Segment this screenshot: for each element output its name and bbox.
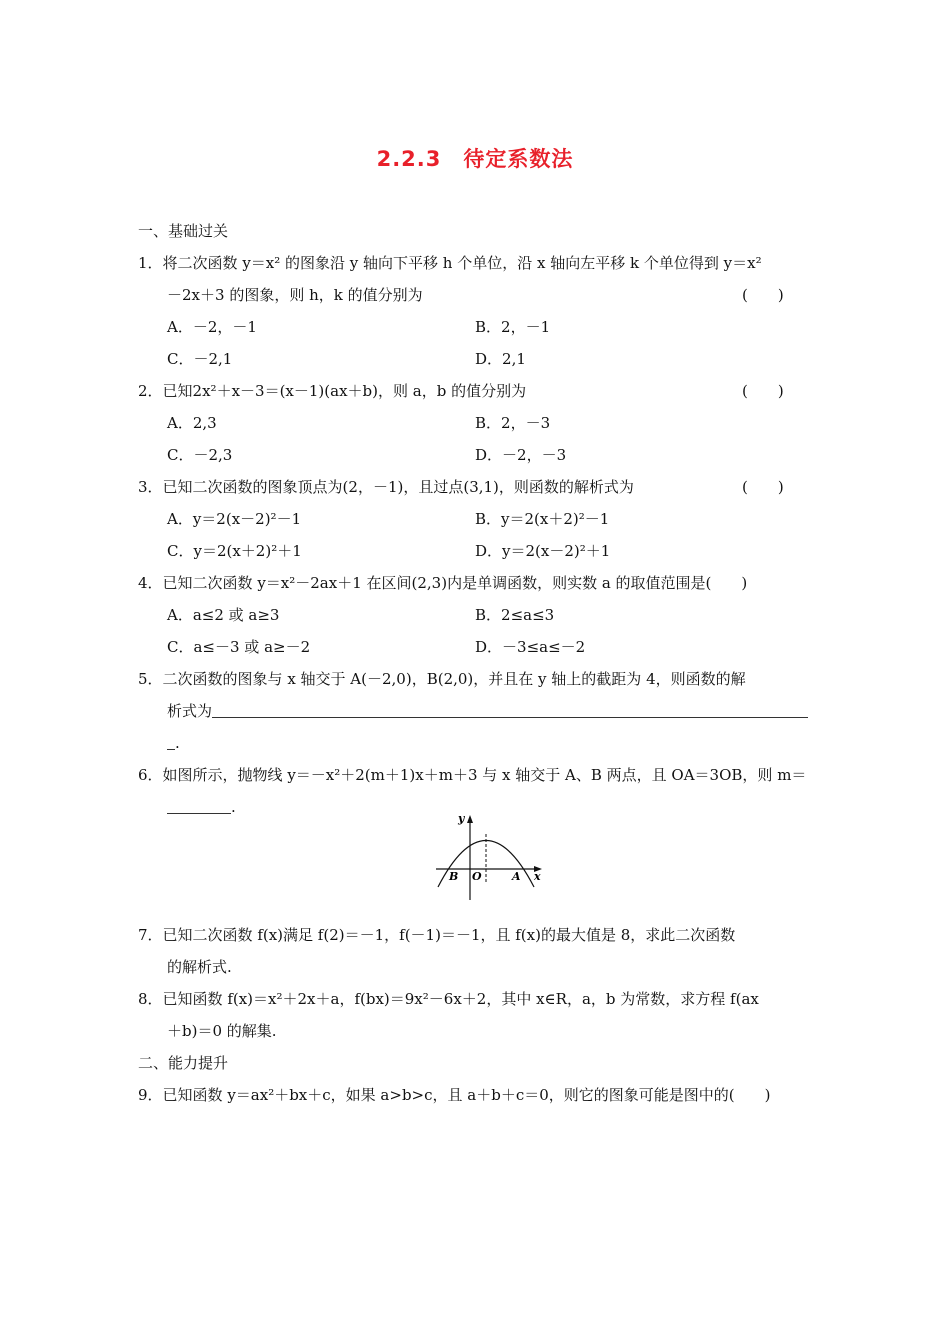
answer-paren: ( )	[742, 382, 784, 400]
point-a-label: A	[512, 870, 521, 883]
origin-label: O	[472, 870, 482, 883]
parabola-figure	[432, 812, 547, 907]
question-7: 7．已知二次函数 f(x)满足 f(2)＝－1，f(－1)＝－1，且 f(x)的最大值是 8，求此二次函数	[138, 926, 736, 944]
option-a: A．2,3	[167, 414, 217, 432]
answer-blank[interactable]	[167, 734, 175, 750]
answer-paren: ( )	[742, 286, 784, 304]
answer-blank[interactable]	[167, 798, 231, 814]
option-c: C．－2,3	[167, 446, 233, 464]
question-8: 8．已知函数 f(x)＝x²＋2x＋a，f(bx)＝9x²－6x＋2，其中 x∈R，a，b 为常数，求方程 f(ax	[138, 990, 759, 1008]
y-label: y	[458, 812, 465, 825]
question-9: 9．已知函数 y＝ax²＋bx＋c，如果 a>b>c，且 a＋b＋c＝0，则它的图象可能是图中的( )	[138, 1086, 771, 1104]
x-label: x	[534, 870, 541, 883]
question-5: 5．二次函数的图象与 x 轴交于 A(－2,0)，B(2,0)，并且在 y 轴上的截距为 4，则函数的解	[138, 670, 746, 688]
question-5-line2: 析式为	[167, 701, 808, 721]
question-5-line3: .	[167, 733, 180, 753]
option-c: C．－2,1	[167, 350, 233, 368]
option-b: B．2，－3	[475, 414, 551, 432]
option-d: D．y＝2(x－2)²＋1	[475, 542, 611, 560]
point-b-label: B	[449, 870, 459, 883]
question-3: 3．已知二次函数的图象顶点为(2，－1)，且过点(3,1)，则函数的解析式为	[138, 478, 634, 496]
option-a: A．y＝2(x－2)²－1	[167, 510, 302, 528]
page-title: 2.2.3 待定系数法	[376, 147, 574, 171]
answer-blank[interactable]	[212, 702, 808, 718]
question-1: 1．将二次函数 y＝x² 的图象沿 y 轴向下平移 h 个单位，沿 x 轴向左平移 k 个单位得到 y＝x²	[138, 254, 762, 272]
option-c: C．y＝2(x＋2)²＋1	[167, 542, 302, 560]
section-advanced: 二、能力提升	[138, 1054, 229, 1072]
question-4: 4．已知二次函数 y＝x²－2ax＋1 在区间(2,3)内是单调函数，则实数 a 的取值范围是( )	[138, 574, 748, 592]
option-d: D．－2，－3	[475, 446, 567, 464]
question-6: 6．如图所示，抛物线 y＝－x²＋2(m＋1)x＋m＋3 与 x 轴交于 A、B 两点，且 OA＝3OB，则 m＝	[138, 766, 807, 784]
option-b: B．2≤a≤3	[475, 606, 555, 624]
option-d: D．2,1	[475, 350, 526, 368]
question-8-line2: ＋b)＝0 的解集.	[167, 1022, 277, 1040]
section-basic: 一、基础过关	[138, 222, 229, 240]
y-axis-arrow-icon	[467, 815, 473, 823]
option-a: A．－2，－1	[167, 318, 257, 336]
option-d: D．－3≤a≤－2	[475, 638, 586, 656]
answer-paren: ( )	[742, 478, 784, 496]
question-6-line2: .	[167, 797, 236, 817]
option-c: C．a≤－3 或 a≥－2	[167, 638, 311, 656]
question-7-line2: 的解析式.	[167, 958, 232, 976]
question-2: 2．已知2x²＋x－3＝(x－1)(ax＋b)，则 a，b 的值分别为	[138, 382, 527, 400]
option-b: B．2，－1	[475, 318, 551, 336]
option-a: A．a≤2 或 a≥3	[167, 606, 280, 624]
option-b: B．y＝2(x＋2)²－1	[475, 510, 610, 528]
question-1-line2: －2x＋3 的图象，则 h，k 的值分别为	[167, 286, 423, 304]
